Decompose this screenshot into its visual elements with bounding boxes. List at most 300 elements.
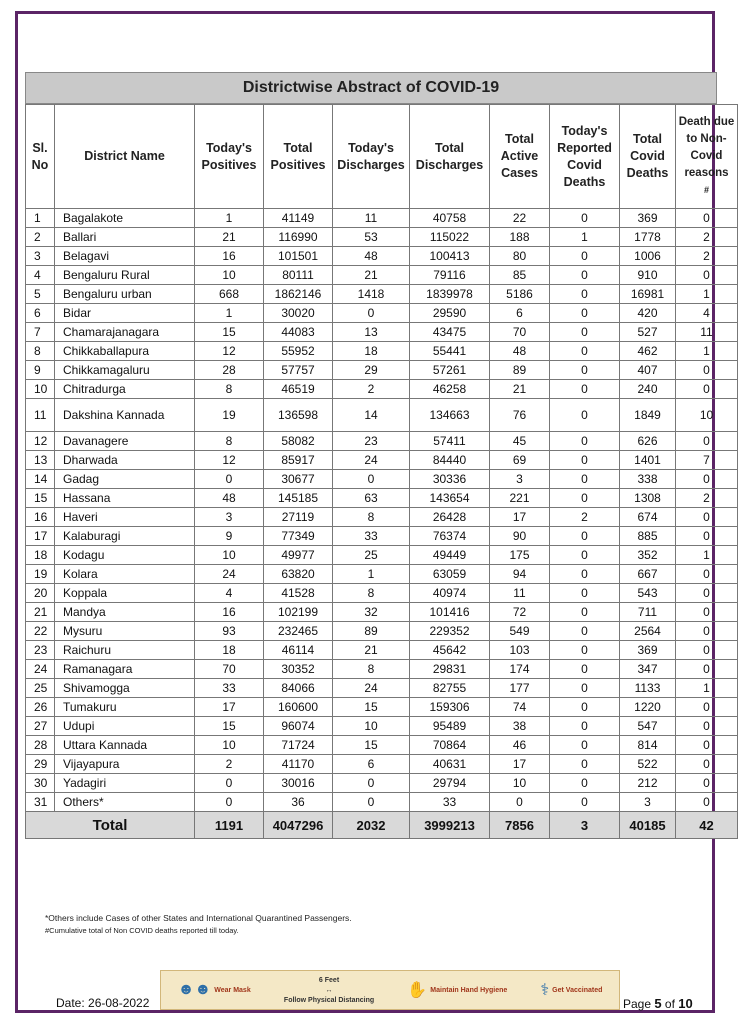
cell-sl: 26 [26,698,55,717]
vaccine-icon: ⚕ [540,982,550,999]
cell-today-deaths: 0 [550,432,620,451]
table-row [26,228,738,247]
cell-today-discharges: 33 [333,527,410,546]
cell-total-deaths: 212 [620,774,676,793]
cell-today-discharges: 21 [333,266,410,285]
cell-sl: 6 [26,304,55,323]
cell-total-deaths: 667 [620,565,676,584]
table-row [26,489,738,508]
cell-sl: 28 [26,736,55,755]
cell-total-deaths: 1849 [620,399,676,432]
total-non-covid-deaths: 42 [676,812,738,839]
header-non-covid-mark: # [703,185,709,195]
cell-total-deaths: 240 [620,380,676,399]
cell-total-positives: 30020 [264,304,333,323]
table-row [26,622,738,641]
cell-non-covid-deaths: 7 [676,451,738,470]
table-row [26,527,738,546]
cell-total-discharges: 45642 [410,641,490,660]
cell-total-discharges: 76374 [410,527,490,546]
cell-district: Chamarajanagara [55,323,195,342]
table-row [26,285,738,304]
cell-non-covid-deaths: 4 [676,304,738,323]
cell-total-discharges: 143654 [410,489,490,508]
cell-active: 103 [490,641,550,660]
cell-district: Haveri [55,508,195,527]
cell-today-positives: 24 [195,565,264,584]
cell-today-deaths: 0 [550,266,620,285]
cell-active: 177 [490,679,550,698]
cell-district: Others* [55,793,195,812]
cell-active: 94 [490,565,550,584]
total-total-positives: 4047296 [264,812,333,839]
cell-total-positives: 27119 [264,508,333,527]
page-title: Districtwise Abstract of COVID-19 [25,72,717,104]
cell-district: Ballari [55,228,195,247]
cell-today-positives: 21 [195,228,264,247]
cell-today-positives: 10 [195,266,264,285]
cell-total-discharges: 95489 [410,717,490,736]
footer-date: Date: 26-08-2022 [56,996,150,1010]
cell-sl: 7 [26,323,55,342]
cell-total-discharges: 159306 [410,698,490,717]
cell-sl: 25 [26,679,55,698]
cell-total-positives: 46519 [264,380,333,399]
cell-total-deaths: 369 [620,209,676,228]
cell-active: 70 [490,323,550,342]
cell-total-positives: 63820 [264,565,333,584]
header-today-discharges: Today's Discharges [333,105,410,209]
cell-today-deaths: 0 [550,698,620,717]
cell-today-deaths: 0 [550,565,620,584]
cell-total-positives: 145185 [264,489,333,508]
cell-sl: 14 [26,470,55,489]
cell-total-positives: 160600 [264,698,333,717]
cell-today-positives: 12 [195,342,264,361]
cell-active: 175 [490,546,550,565]
cell-today-positives: 16 [195,603,264,622]
cell-active: 48 [490,342,550,361]
table-row [26,508,738,527]
district-table [25,104,738,839]
cell-non-covid-deaths: 0 [676,432,738,451]
cell-district: Bengaluru Rural [55,266,195,285]
cell-non-covid-deaths: 0 [676,660,738,679]
header-non-covid-deaths [676,105,738,209]
cell-district: Koppala [55,584,195,603]
cell-total-deaths: 462 [620,342,676,361]
cell-today-deaths: 0 [550,361,620,380]
cell-active: 38 [490,717,550,736]
cell-total-discharges: 40758 [410,209,490,228]
cell-total-positives: 44083 [264,323,333,342]
cell-total-deaths: 407 [620,361,676,380]
cell-sl: 4 [26,266,55,285]
cell-total-deaths: 527 [620,323,676,342]
header-district: District Name [55,105,195,209]
cell-district: Kalaburagi [55,527,195,546]
cell-today-discharges: 1 [333,565,410,584]
cell-district: Chitradurga [55,380,195,399]
cell-total-deaths: 1401 [620,451,676,470]
cell-active: 21 [490,380,550,399]
table-row [26,565,738,584]
cell-active: 85 [490,266,550,285]
cell-total-positives: 55952 [264,342,333,361]
cell-total-positives: 30677 [264,470,333,489]
cell-non-covid-deaths: 0 [676,641,738,660]
table-row [26,793,738,812]
cell-sl: 11 [26,399,55,432]
cell-total-positives: 41528 [264,584,333,603]
cell-today-deaths: 0 [550,660,620,679]
cell-active: 46 [490,736,550,755]
banner-vaccine [541,980,603,1000]
table-row [26,660,738,679]
cell-today-discharges: 89 [333,622,410,641]
cell-total-deaths: 910 [620,266,676,285]
cell-today-deaths: 0 [550,755,620,774]
cell-active: 80 [490,247,550,266]
hand-wash-icon: ✋ [407,982,428,999]
cell-active: 549 [490,622,550,641]
cell-today-positives: 15 [195,717,264,736]
cell-today-discharges: 0 [333,304,410,323]
cell-non-covid-deaths: 1 [676,679,738,698]
banner-distance [284,977,374,1004]
cell-district: Chikkamagaluru [55,361,195,380]
cell-total-deaths: 2564 [620,622,676,641]
cell-today-deaths: 0 [550,323,620,342]
cell-total-positives: 116990 [264,228,333,247]
cell-total-positives: 36 [264,793,333,812]
cell-total-deaths: 369 [620,641,676,660]
header-row [26,105,738,209]
table-row [26,399,738,432]
cell-today-positives: 10 [195,546,264,565]
cell-today-positives: 0 [195,793,264,812]
cell-total-discharges: 40631 [410,755,490,774]
footer-page [623,996,693,1011]
cell-total-discharges: 55441 [410,342,490,361]
cell-today-discharges: 18 [333,342,410,361]
cell-today-deaths: 0 [550,380,620,399]
cell-district: Kolara [55,565,195,584]
cell-total-positives: 84066 [264,679,333,698]
cell-non-covid-deaths: 2 [676,489,738,508]
total-row [26,812,738,839]
cell-today-discharges: 6 [333,755,410,774]
table-row [26,584,738,603]
cell-sl: 29 [26,755,55,774]
cell-today-positives: 1 [195,304,264,323]
cell-today-deaths: 0 [550,304,620,323]
cell-active: 5186 [490,285,550,304]
banner-mask-label: Wear Mask [214,986,251,994]
cell-district: Tumakuru [55,698,195,717]
cell-today-discharges: 15 [333,736,410,755]
cell-active: 45 [490,432,550,451]
cell-sl: 31 [26,793,55,812]
cell-today-positives: 4 [195,584,264,603]
cell-sl: 13 [26,451,55,470]
cell-total-deaths: 674 [620,508,676,527]
cell-sl: 23 [26,641,55,660]
banner-hygiene [407,980,507,1000]
banner-mask [178,981,251,999]
table-row [26,361,738,380]
banner-distance-label: Follow Physical Distancing [283,996,375,1004]
cell-total-positives: 46114 [264,641,333,660]
table-row [26,209,738,228]
cell-total-discharges: 57261 [410,361,490,380]
cell-non-covid-deaths: 1 [676,342,738,361]
cell-sl: 15 [26,489,55,508]
cell-today-positives: 70 [195,660,264,679]
cell-district: Bidar [55,304,195,323]
cell-total-positives: 71724 [264,736,333,755]
table-row [26,247,738,266]
cell-today-positives: 48 [195,489,264,508]
cell-today-deaths: 0 [550,342,620,361]
cell-total-deaths: 352 [620,546,676,565]
page-number: 5 [654,996,662,1011]
cell-district: Belagavi [55,247,195,266]
cell-today-positives: 1 [195,209,264,228]
cell-district: Ramanagara [55,660,195,679]
page-total: 10 [678,996,693,1011]
cell-non-covid-deaths: 2 [676,228,738,247]
distance-arrow-icon: ↔ [325,986,333,994]
cell-today-deaths: 0 [550,641,620,660]
cell-sl: 19 [26,565,55,584]
cell-today-positives: 18 [195,641,264,660]
cell-today-discharges: 24 [333,679,410,698]
cell-today-deaths: 0 [550,247,620,266]
cell-total-positives: 58082 [264,432,333,451]
cell-today-discharges: 0 [333,470,410,489]
cell-sl: 12 [26,432,55,451]
cell-today-positives: 8 [195,432,264,451]
cell-non-covid-deaths: 0 [676,266,738,285]
cell-non-covid-deaths: 0 [676,622,738,641]
cell-total-discharges: 79116 [410,266,490,285]
cell-active: 0 [490,793,550,812]
cell-total-positives: 1862146 [264,285,333,304]
cell-total-discharges: 70864 [410,736,490,755]
cell-non-covid-deaths: 0 [676,209,738,228]
cell-non-covid-deaths: 0 [676,603,738,622]
cell-district: Hassana [55,489,195,508]
header-non-covid-label: Death due to Non-Covid reasons [678,116,735,179]
cell-total-discharges: 49449 [410,546,490,565]
cell-total-deaths: 3 [620,793,676,812]
cell-sl: 20 [26,584,55,603]
cell-today-discharges: 8 [333,508,410,527]
cell-sl: 3 [26,247,55,266]
cell-today-positives: 33 [195,679,264,698]
cell-today-deaths: 0 [550,209,620,228]
cell-today-positives: 19 [195,399,264,432]
table-row [26,736,738,755]
cell-total-positives: 101501 [264,247,333,266]
cell-today-deaths: 0 [550,527,620,546]
cell-today-deaths: 0 [550,603,620,622]
cell-total-discharges: 101416 [410,603,490,622]
cell-today-deaths: 1 [550,228,620,247]
cell-sl: 24 [26,660,55,679]
cell-active: 90 [490,527,550,546]
cell-total-discharges: 134663 [410,399,490,432]
cell-today-positives: 3 [195,508,264,527]
cell-non-covid-deaths: 0 [676,361,738,380]
cell-non-covid-deaths: 0 [676,717,738,736]
cell-active: 17 [490,755,550,774]
cell-total-discharges: 63059 [410,565,490,584]
cell-total-deaths: 16981 [620,285,676,304]
cell-today-discharges: 0 [333,774,410,793]
header-today-deaths: Today's Reported Covid Deaths [550,105,620,209]
table-row [26,451,738,470]
cell-total-discharges: 229352 [410,622,490,641]
cell-total-positives: 57757 [264,361,333,380]
cell-today-deaths: 0 [550,285,620,304]
cell-total-positives: 232465 [264,622,333,641]
cell-district: Mysuru [55,622,195,641]
table-body [26,209,738,812]
cell-total-positives: 80111 [264,266,333,285]
cell-today-discharges: 10 [333,717,410,736]
cell-district: Yadagiri [55,774,195,793]
cell-today-deaths: 0 [550,736,620,755]
cell-district: Vijayapura [55,755,195,774]
cell-non-covid-deaths: 0 [676,508,738,527]
total-today-discharges: 2032 [333,812,410,839]
cell-today-discharges: 29 [333,361,410,380]
table-row [26,698,738,717]
cell-total-discharges: 43475 [410,323,490,342]
banner-distance-top: 6 Feet [318,976,340,984]
cell-today-discharges: 14 [333,399,410,432]
cell-total-positives: 85917 [264,451,333,470]
cell-today-deaths: 0 [550,584,620,603]
cell-non-covid-deaths: 0 [676,470,738,489]
cell-total-discharges: 26428 [410,508,490,527]
cell-non-covid-deaths: 0 [676,527,738,546]
cell-today-positives: 0 [195,774,264,793]
cell-total-positives: 96074 [264,717,333,736]
cell-sl: 18 [26,546,55,565]
cell-today-discharges: 13 [333,323,410,342]
cell-sl: 27 [26,717,55,736]
cell-today-discharges: 63 [333,489,410,508]
cell-today-deaths: 0 [550,489,620,508]
cell-total-positives: 49977 [264,546,333,565]
cell-non-covid-deaths: 2 [676,247,738,266]
note-cumulative: #Cumulative total of Non COVID deaths reported till today. [45,926,239,935]
cell-total-discharges: 115022 [410,228,490,247]
header-today-positives: Today's Positives [195,105,264,209]
cell-district: Bengaluru urban [55,285,195,304]
cell-total-positives: 30016 [264,774,333,793]
cell-non-covid-deaths: 0 [676,755,738,774]
cell-today-discharges: 15 [333,698,410,717]
cell-total-deaths: 547 [620,717,676,736]
cell-today-deaths: 0 [550,717,620,736]
cell-district: Uttara Kannada [55,736,195,755]
cell-non-covid-deaths: 1 [676,546,738,565]
total-today-deaths: 3 [550,812,620,839]
cell-non-covid-deaths: 0 [676,793,738,812]
cell-today-deaths: 0 [550,451,620,470]
header-active-cases: Total Active Cases [490,105,550,209]
cell-today-discharges: 2 [333,380,410,399]
cell-non-covid-deaths: 0 [676,698,738,717]
header-total-discharges: Total Discharges [410,105,490,209]
cell-active: 188 [490,228,550,247]
table-row [26,679,738,698]
table-row [26,774,738,793]
cell-sl: 10 [26,380,55,399]
table-row [26,304,738,323]
cell-total-positives: 41149 [264,209,333,228]
page-of: of [661,997,679,1011]
table-row [26,603,738,622]
cell-total-discharges: 57411 [410,432,490,451]
cell-today-discharges: 23 [333,432,410,451]
total-total-discharges: 3999213 [410,812,490,839]
cell-today-deaths: 0 [550,793,620,812]
total-label: Total [26,812,195,839]
cell-sl: 8 [26,342,55,361]
cell-today-discharges: 1418 [333,285,410,304]
cell-today-positives: 16 [195,247,264,266]
cell-today-deaths: 0 [550,679,620,698]
cell-today-positives: 10 [195,736,264,755]
table-row [26,717,738,736]
cell-total-deaths: 814 [620,736,676,755]
cell-sl: 2 [26,228,55,247]
cell-non-covid-deaths: 11 [676,323,738,342]
cell-total-deaths: 711 [620,603,676,622]
cell-today-deaths: 0 [550,774,620,793]
cell-active: 11 [490,584,550,603]
cell-total-positives: 41170 [264,755,333,774]
cell-total-deaths: 626 [620,432,676,451]
cell-total-deaths: 543 [620,584,676,603]
table-row [26,432,738,451]
cell-active: 17 [490,508,550,527]
cell-active: 89 [490,361,550,380]
cell-today-positives: 93 [195,622,264,641]
cell-total-deaths: 1133 [620,679,676,698]
cell-today-positives: 12 [195,451,264,470]
cell-district: Davanagere [55,432,195,451]
total-covid-deaths: 40185 [620,812,676,839]
cell-district: Shivamogga [55,679,195,698]
cell-active: 22 [490,209,550,228]
mask-icon: ☻☻ [177,981,212,998]
cell-total-positives: 30352 [264,660,333,679]
cell-non-covid-deaths: 0 [676,736,738,755]
cell-total-deaths: 1220 [620,698,676,717]
cell-total-deaths: 885 [620,527,676,546]
table-row [26,755,738,774]
cell-active: 174 [490,660,550,679]
cell-today-deaths: 0 [550,622,620,641]
banner-vaccine-label: Get Vaccinated [552,986,603,994]
cell-district: Dakshina Kannada [55,399,195,432]
